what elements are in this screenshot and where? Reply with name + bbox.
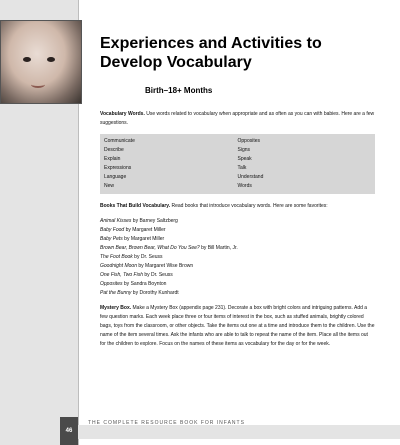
list-item [100,253,375,262]
book-title: Animal Kisses [100,218,132,224]
vocabulary-words-paragraph [100,110,375,128]
page-title: Experiences and Activities to Develop Vocabulary [100,35,322,71]
list-item [100,226,375,235]
book-author: by Bill Martin, Jr. [199,245,238,251]
mystery-box-paragraph [100,304,375,349]
vocabulary-word: Understand [237,174,264,180]
book-title: Pat the Bunny [100,290,132,296]
list-item [100,289,375,298]
baby-eye-left [23,57,31,62]
book-author: by Margaret Wise Brown [136,263,194,269]
book-author: by Margaret Miller [122,236,165,242]
baby-eye-right [47,57,55,62]
vocabulary-word: Communicate [104,138,135,144]
books-label: Books That Build Vocabulary. [100,203,171,209]
vocabulary-words-label: Vocabulary Words. [100,111,145,117]
book-title: One Fish, Two Fish [100,272,143,278]
book-title: Baby Food [100,227,125,233]
page-content [100,110,375,355]
vocabulary-word: Opposites [237,138,261,144]
book-title: Goodnight Moon [100,263,137,269]
mystery-box-text: Make a Mystery Box (appendix page 231). Decorate a box with bright colors and intriguing patterns. Add a few question marks. Each week place three or four items of interest in the box, such as stuffed animals, brightly colored bags, toys from the classroom, or other objects. Take the items out one at a time and introduce them to the children. Use the name of the item several times. Ask the infants who are able to talk to repeat the name of the item. Place all the items out for the children to explore. Focus on the names of these items as vocabulary for the day or for the week. [100,305,375,347]
book-author: by Sandra Boynton [122,281,167,287]
page-number: 46 [60,417,78,445]
vocabulary-column-1 [104,137,238,191]
vocabulary-word: Language [104,174,127,180]
book-author: by Dr. Seuss [142,272,173,278]
vocabulary-word: Explain [104,156,121,162]
list-item [100,271,375,280]
vocabulary-column-2 [238,137,372,191]
vocabulary-word: Words [237,183,252,189]
age-range-heading: Birth–18+ Months [145,86,213,95]
vocabulary-word-box [100,134,375,194]
footer-book-title: THE COMPLETE RESOURCE BOOK FOR INFANTS [88,420,245,426]
vocabulary-word: New [104,183,115,189]
book-title: Brown Bear, Brown Bear, What Do You See? [100,245,200,251]
book-title: Opposites [100,281,123,287]
vocabulary-word: Signs [237,147,251,153]
list-item [100,217,375,226]
list-item [100,244,375,253]
book-author: by Dr. Seuss [132,254,163,260]
list-item [100,280,375,289]
vocabulary-word: Expressions [104,165,132,171]
list-item [100,262,375,271]
book-title: Baby Pets [100,236,123,242]
book-author: by Barney Saltzberg [131,218,178,224]
book-list [100,217,375,298]
vocabulary-words-text: Use words related to vocabulary when appropriate and as often as you can with babies. Here are a few suggestions. [100,111,375,126]
book-author: by Dorothy Kunhardt [131,290,179,296]
vocabulary-word: Describe [104,147,124,153]
vocabulary-word: Talk [237,165,247,171]
book-title: The Foot Book [100,254,133,260]
list-item [100,235,375,244]
mystery-box-label: Mystery Box. [100,305,132,311]
books-text: Read books that introduce vocabulary words. Here are some favorites: [170,203,328,209]
vocabulary-word: Speak [237,156,252,162]
books-paragraph [100,202,375,211]
book-author: by Margaret Miller [124,227,166,233]
